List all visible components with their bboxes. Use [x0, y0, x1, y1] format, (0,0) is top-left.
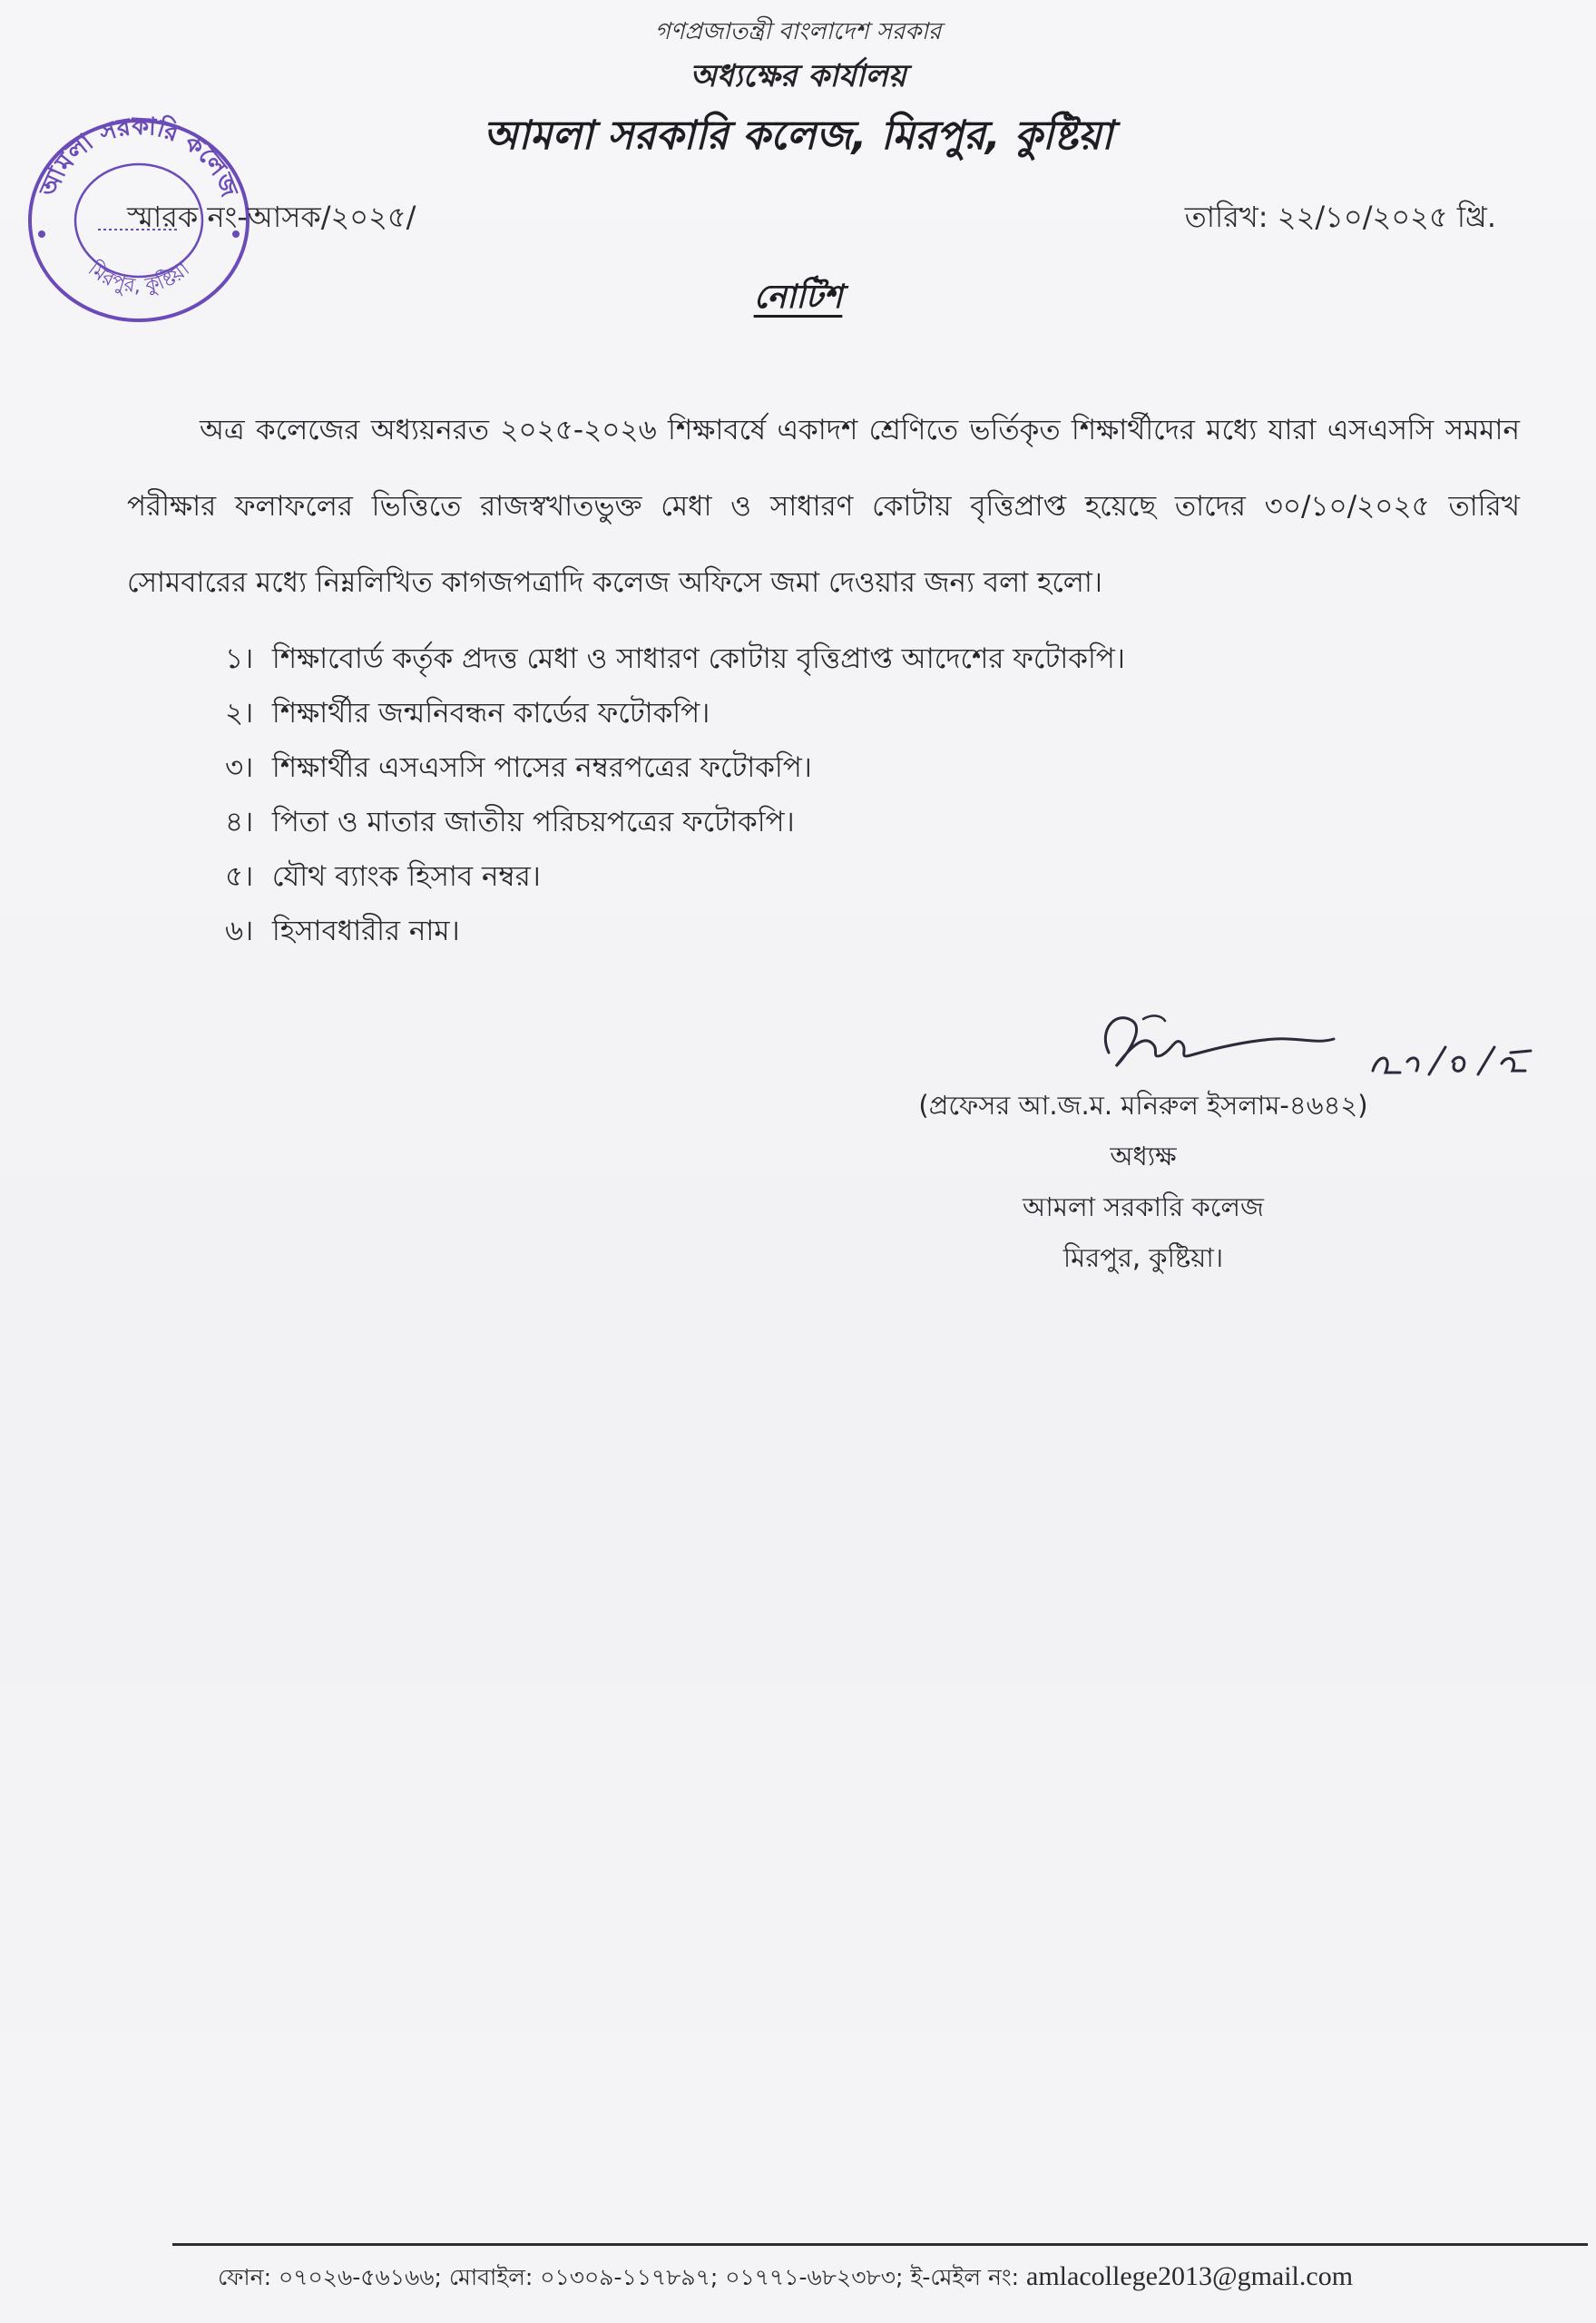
list-item: [225, 904, 1125, 958]
list-item-number: ৫।: [225, 860, 254, 893]
government-line: গণপ্রজাতন্ত্রী বাংলাদেশ সরকার: [654, 18, 942, 45]
office-title: অধ্যক্ষের কার্যালয়: [690, 58, 906, 94]
list-item: [225, 632, 1125, 686]
list-item-number: ১।: [225, 642, 254, 675]
notice-title: নোটিশ: [753, 279, 843, 316]
college-name: আমলা সরকারি কলেজ, মিরপুর, কুষ্টিয়া: [483, 113, 1113, 159]
list-item-text: যৌথ ব্যাংক হিসাব নম্বর।: [271, 860, 541, 893]
list-item: [225, 795, 1125, 849]
list-item-text: হিসাবধারীর নাম।: [271, 915, 460, 947]
principal-signature: [1089, 1003, 1361, 1088]
list-item-number: ৬।: [225, 915, 254, 947]
list-item: [225, 849, 1125, 904]
notice-body: অত্র কলেজের অধ্যয়নরত ২০২৫-২০২৬ শিক্ষাবর্ষে একাদশ শ্রেণিতে ভর্তিকৃত শিক্ষার্থীদের মধ্যে যারা এসএসসি সমমান পরীক্ষার ফলাফলের ভিত্তিতে রাজস্বখাতভুক্ত মেধা ও সাধারণ কোটায় বৃত্তিপ্রাপ্ত হয়েছে তাদের ৩০/১০/২০২৫ তারিখ সোমবারের মধ্যে নিম্নলিখিত কাগজপত্রাদি কলেজ অফিসে জমা দেওয়ার জন্য বলা হলো।: [127, 414, 1520, 599]
signatory-institution: আমলা সরকারি কলেজ: [1023, 1191, 1264, 1222]
list-item-text: শিক্ষাবোর্ড কর্তৃক প্রদত্ত মেধা ও সাধারণ কোটায় বৃত্তিপ্রাপ্ত আদেশের ফটোকপি।: [271, 642, 1125, 675]
list-item-text: পিতা ও মাতার জাতীয় পরিচয়পত্রের ফটোকপি।: [271, 806, 795, 838]
seal-text-top: আমলা সরকারি কলেজ: [34, 112, 243, 201]
signatory-name: (প্রফেসর আ.জ.ম. মনিরুল ইসলাম-৪৬৪২): [918, 1090, 1368, 1121]
requirements-list: [225, 632, 1125, 958]
footer-email: amlacollege2013@gmail.com: [1026, 2261, 1354, 2291]
list-item-text: শিক্ষার্থীর জন্মনিবন্ধন কার্ডের ফটোকপি।: [271, 697, 710, 730]
signatory-location: মিরপুর, কুষ্টিয়া।: [1062, 1242, 1224, 1273]
footer-contacts: [218, 2259, 1353, 2298]
list-item-number: ৪।: [225, 806, 254, 838]
signature-icon: [1089, 1003, 1361, 1084]
list-item: [225, 740, 1125, 795]
signatory-designation: অধ্যক্ষ: [1110, 1141, 1177, 1171]
memo-date: তারিখ: ২২/১০/২০২৫ খ্রি.: [1184, 200, 1496, 234]
list-item-number: ২।: [225, 697, 254, 730]
list-item-number: ৩।: [225, 751, 254, 784]
signatory-block: [889, 1080, 1397, 1283]
footer-contact-numbers: ফোন: ০৭০২৬-৫৬১৬৬; মোবাইল: ০১৩০৯-১১৭৮৯৭; ০১৭৭১-৬৮২৩৮৩; ই-মেইল নং:: [218, 2264, 1020, 2290]
list-item: [225, 686, 1125, 740]
memo-reference: স্মারক নং-আসক/২০২৫/: [127, 200, 416, 234]
seal-text-bottom: মিরপুর, কুষ্টিয়া: [83, 258, 194, 299]
footer-divider: [172, 2243, 1588, 2246]
list-item-text: শিক্ষার্থীর এসএসসি পাসের নম্বরপত্রের ফটোকপি।: [271, 751, 812, 784]
